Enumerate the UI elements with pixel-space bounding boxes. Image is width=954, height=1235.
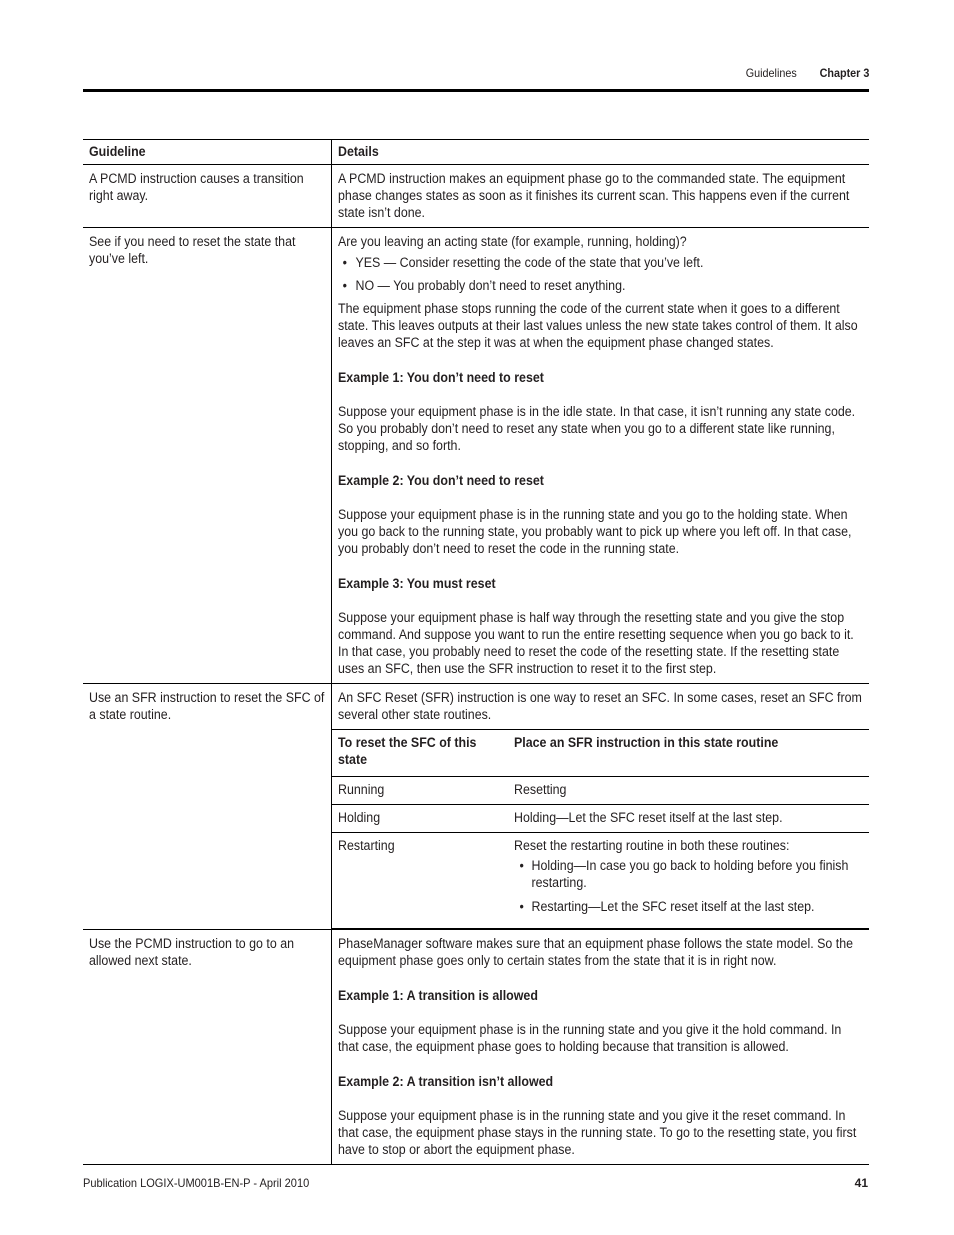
table-row	[83, 684, 869, 930]
table-row	[83, 228, 869, 684]
routine-cell	[508, 833, 869, 929]
table-row	[83, 930, 869, 1165]
details-text: An SFC Reset (SFR) instruction is one way to reset an SFC. In some cases, reset an SFC from several other state routines.	[338, 690, 862, 722]
table-header-row	[83, 140, 869, 165]
guidelines-table	[83, 139, 869, 1165]
example-heading: Example 3: You must reset	[338, 576, 496, 591]
nested-row	[332, 777, 869, 805]
routine-cell: Holding—Let the SFC reset itself at the last step.	[508, 805, 869, 833]
details-text: A PCMD instruction makes an equipment phase go to the commanded state. The equipment phase changes states as soon as it finishes its current scan. This happens even if the current state isn’t done.	[338, 171, 850, 220]
list-item: • YES — Consider resetting the code of the state that you’ve left.	[338, 254, 862, 271]
bullet-list	[338, 254, 862, 294]
header-rule	[83, 89, 869, 92]
column-header-guideline: Guideline	[83, 140, 332, 165]
details-text: The equipment phase stops running the code of the current state when it goes to a different state. This leaves outputs at their last values unless the new state takes control of them. It also leaves an SFC at the step it was at when the equipment phase changed states.	[338, 301, 858, 350]
guideline-cell: Use the PCMD instruction to go to an allowed next state.	[83, 930, 332, 1165]
details-text: PhaseManager software makes sure that an equipment phase follows the state model. So the equipment phase goes only to certain states from the state that it is in right now.	[338, 936, 854, 968]
running-header	[745, 66, 869, 80]
nested-header-state: To reset the SFC of this state	[332, 730, 508, 777]
state-cell: Running	[332, 777, 508, 805]
details-cell	[332, 684, 870, 930]
example-heading: Example 1: You don’t need to reset	[338, 370, 544, 385]
list-item: • Holding—In case you go back to holding before you finish restarting.	[514, 857, 862, 891]
details-cell	[332, 228, 870, 684]
routine-text: Reset the restarting routine in both these routines:	[514, 838, 790, 853]
details-cell	[332, 930, 870, 1165]
example-heading: Example 1: A transition is allowed	[338, 988, 538, 1003]
bullet-list	[514, 857, 862, 915]
guideline-cell: A PCMD instruction causes a transition right away.	[83, 165, 332, 228]
example-text: Suppose your equipment phase is half way through the resetting state and you give the stop command. And suppose you want to run the entire resetting sequence when you go back to it. In that case, you probably need to reset the code of the resetting state. If the resetting state uses an SFC, then use the SFR instruction to reset it to the first step.	[338, 610, 854, 676]
nested-row	[332, 805, 869, 833]
details-text: Are you leaving an acting state (for example, running, holding)?	[338, 234, 687, 249]
list-item: • NO — You probably don’t need to reset anything.	[338, 277, 862, 294]
details-cell	[332, 165, 870, 228]
publication-footer: Publication LOGIX-UM001B-EN-P - April 2010	[83, 1176, 310, 1190]
state-cell: Restarting	[332, 833, 508, 929]
list-item: • Restarting—Let the SFC reset itself at the last step.	[514, 898, 862, 915]
header-section: Guidelines	[745, 66, 797, 80]
state-cell: Holding	[332, 805, 508, 833]
example-text: Suppose your equipment phase is in the running state and you give it the hold command. In that case, the equipment phase goes to holding because that transition is allowed.	[338, 1022, 842, 1054]
nested-row	[332, 833, 869, 929]
example-text: Suppose your equipment phase is in the running state and you go to the holding state. When you go back to the running state, you probably want to pick up where you left off. In that case, you probably don’t need to reset the code in the running state.	[338, 507, 852, 556]
example-text: Suppose your equipment phase is in the idle state. In that case, it isn’t running any state code. So you probably don’t need to reset any state when you go to a different state like running, stopping, and so forth.	[338, 404, 856, 453]
nested-header-routine: Place an SFR instruction in this state routine	[508, 730, 869, 777]
nested-header-row	[332, 730, 869, 777]
example-heading: Example 2: A transition isn’t allowed	[338, 1074, 554, 1089]
guideline-cell: Use an SFR instruction to reset the SFC of a state routine.	[83, 684, 332, 930]
table-row	[83, 165, 869, 228]
example-text: Suppose your equipment phase is in the running state and you give it the reset command. In that case, the equipment phase stays in the running state. To go to the resetting state, you first have to stop or abort the equipment phase.	[338, 1108, 857, 1157]
header-chapter: Chapter 3	[819, 66, 869, 80]
sfr-placement-table	[332, 729, 869, 929]
routine-cell: Resetting	[508, 777, 869, 805]
example-heading: Example 2: You don’t need to reset	[338, 473, 544, 488]
column-header-details: Details	[332, 140, 870, 165]
page-number: 41	[854, 1176, 868, 1190]
guideline-cell: See if you need to reset the state that you’ve left.	[83, 228, 332, 684]
